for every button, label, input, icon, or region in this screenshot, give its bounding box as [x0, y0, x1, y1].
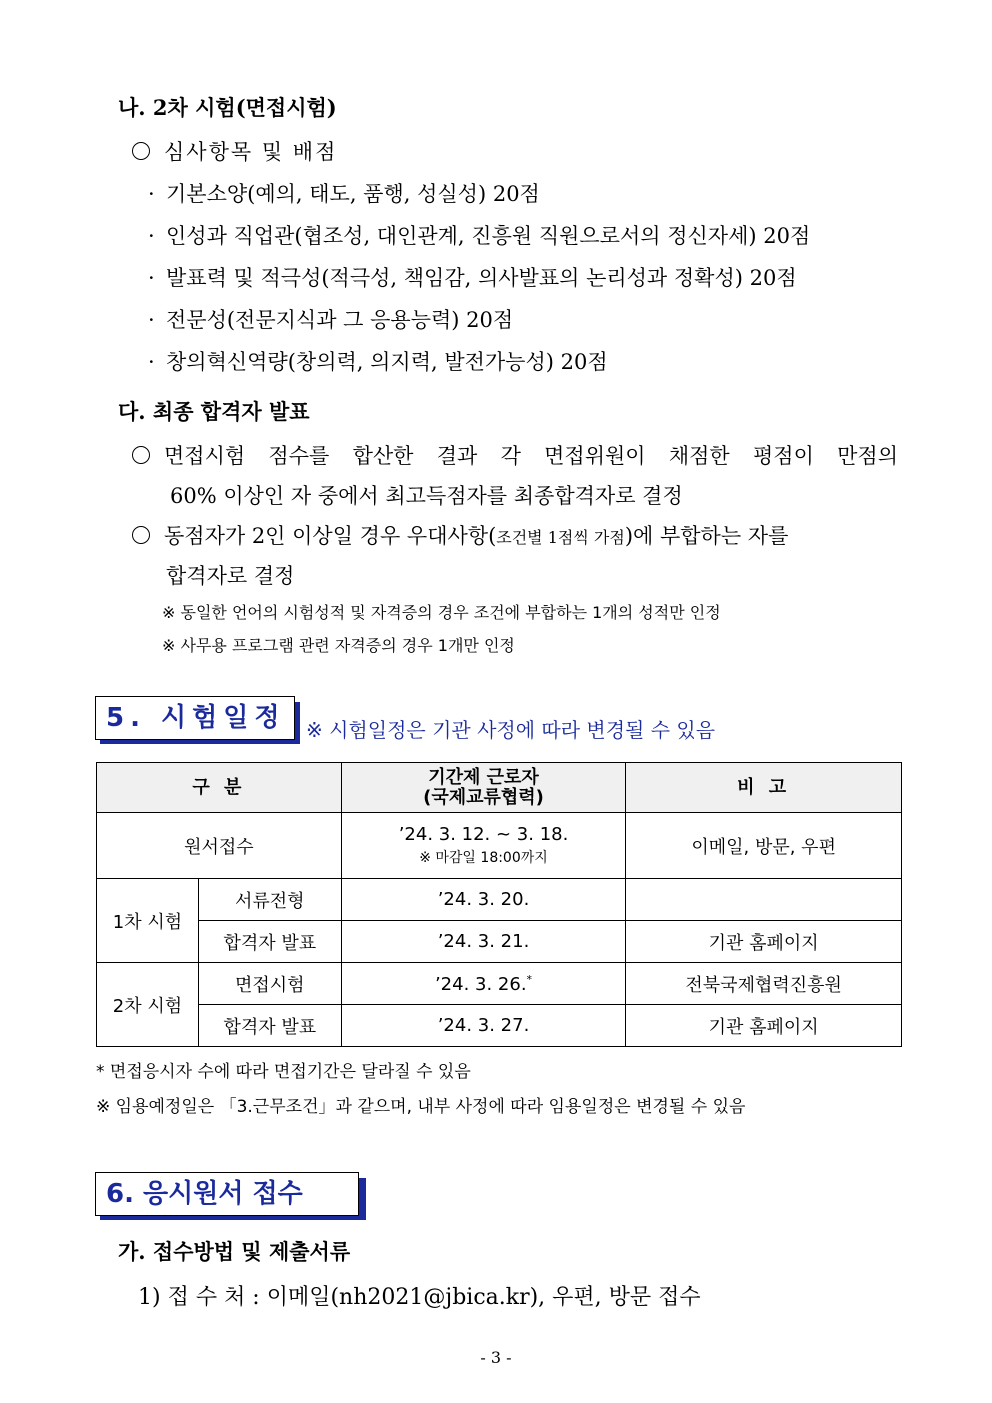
cell-reception: 원서접수: [97, 813, 342, 879]
cell-date: ’24. 3. 21.: [341, 921, 626, 963]
circle-bullet-icon: [132, 446, 150, 464]
list-item: · 전문성(전문지식과 그 응용능력) 20점: [148, 308, 514, 332]
section-heading-na: 나. 2차 시험(면접시험): [118, 95, 337, 120]
page-number: - 3 -: [480, 1348, 512, 1367]
footnote-interview: * 면접응시자 수에 따라 면접기간은 달라질 수 있음: [96, 1062, 471, 1082]
reception-place: 1) 접 수 처 : 이메일(nh2021@jbica.kr), 우편, 방문 접수: [138, 1285, 701, 1310]
note-2: ※ 사무용 프로그램 관련 자격증의 경우 1개만 인정: [162, 636, 515, 655]
table-row: [97, 963, 902, 1005]
header-position: 기간제 근로자 (국제교류협력): [341, 763, 626, 813]
table-header-row: [97, 763, 902, 813]
cell-remark: 기관 홈페이지: [626, 1005, 902, 1047]
schedule-change-note: ※ 시험일정은 기관 사정에 따라 변경될 수 있음: [306, 718, 716, 742]
paragraph-final-2-cont: 합격자로 결정: [166, 564, 295, 588]
cell-date: ’24. 3. 27.: [341, 1005, 626, 1047]
list-item: · 기본소양(예의, 태도, 품행, 성실성) 20점: [148, 182, 540, 206]
circle-bullet-icon: [132, 526, 150, 544]
cell-sub: 면접시험: [198, 963, 341, 1005]
section-heading-ga: 가. 접수방법 및 제출서류: [118, 1239, 351, 1264]
bullet-text: 심사항목 및 배점: [164, 140, 338, 164]
note-1: ※ 동일한 언어의 시험성적 및 자격증의 경우 조건에 부합하는 1개의 성적만 인정: [162, 603, 721, 622]
table-row: [97, 1005, 902, 1047]
header-category: 구 분: [97, 763, 342, 813]
cell-remark: 전북국제협력진흥원: [626, 963, 902, 1005]
cell-date: ’24. 3. 26.*: [341, 963, 626, 1005]
section-title-6: 6. 응시원서 접수: [95, 1172, 359, 1216]
paragraph-final-1: 면접시험 점수를 합산한 결과 각 면접위원이 채점한 평점이 만점의: [132, 440, 898, 470]
cell-remark: [626, 879, 902, 921]
footnote-appointment: ※ 임용예정일은 「3.근무조건」과 같으며, 내부 사정에 따라 임용일정은 변경될 수 있음: [96, 1097, 746, 1117]
paragraph-final-1-cont: 60% 이상인 자 중에서 최고득점자를 최종합격자로 결정: [170, 484, 683, 508]
table-row: [97, 921, 902, 963]
section-heading-da: 다. 최종 합격자 발표: [118, 399, 310, 424]
header-remark: 비 고: [626, 763, 902, 813]
cell-sub: 합격자 발표: [198, 1005, 341, 1047]
table-row: [97, 813, 902, 879]
cell-sub: 서류전형: [198, 879, 341, 921]
schedule-table: [96, 762, 902, 1047]
list-item: · 인성과 직업관(협조성, 대인관계, 진흥원 직원으로서의 정신자세) 20점: [148, 224, 811, 248]
section-title-5: 5. 시험일정: [95, 696, 295, 740]
cell-remark: 기관 홈페이지: [626, 921, 902, 963]
table-row: [97, 879, 902, 921]
list-item: · 발표력 및 적극성(적극성, 책임감, 의사발표의 논리성과 정확성) 20점: [148, 266, 797, 290]
paragraph-final-2: 동점자가 2인 이상일 경우 우대사항(조건별 1점씩 가점)에 부합하는 자를: [132, 520, 898, 550]
circle-bullet-icon: [132, 142, 150, 160]
cell-reception-date: ’24. 3. 12. ~ 3. 18. ※ 마감일 18:00까지: [341, 813, 626, 879]
cell-stage1: 1차 시험: [97, 879, 199, 963]
cell-stage2: 2차 시험: [97, 963, 199, 1047]
cell-sub: 합격자 발표: [198, 921, 341, 963]
cell-date: ’24. 3. 20.: [341, 879, 626, 921]
list-item: · 창의혁신역량(창의력, 의지력, 발전가능성) 20점: [148, 350, 608, 374]
cell-reception-remark: 이메일, 방문, 우편: [626, 813, 902, 879]
bullet-scoring: [132, 136, 337, 166]
